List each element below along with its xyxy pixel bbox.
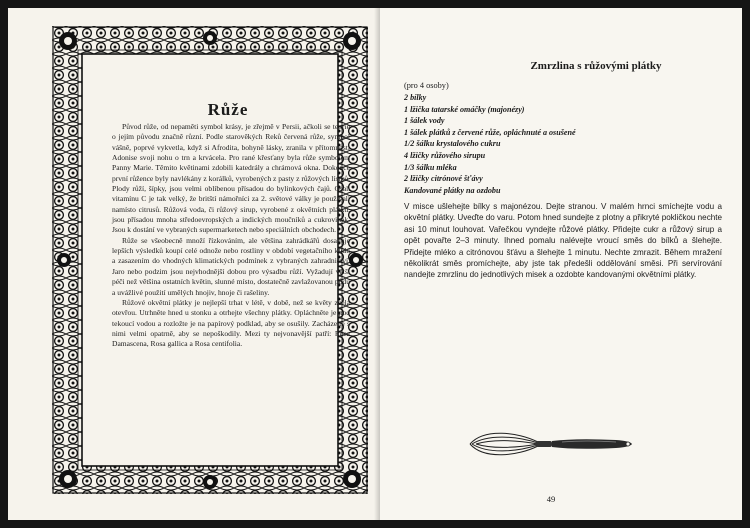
- ingredient: 1/3 šálku mléka: [404, 162, 457, 172]
- ingredient: 4 lžičky růžového sirupu: [404, 150, 486, 160]
- ingredient: Kandované plátky na ozdobu: [404, 185, 501, 195]
- ingredient-list: [404, 92, 576, 196]
- paragraph: Růžové okvětní plátky je nejlepší trhat v létě, v době, než se květy zcela otevřou. Utrhněte hned u stonku a otrhejte všechny plátky. Opláchněte je pod tekoucí vodou a rozložte je na papírový podklad, aby se osušily. Zacházejte s nimi velmi opatrně, aby se nepoškodily. Mezi ty nejvonavější patří: Rosa Damascena, Rosa gallica a Rosa centifolia.: [112, 297, 350, 349]
- ingredient: 2 bílky: [404, 93, 427, 102]
- ingredient: 1 šálek vody: [404, 116, 445, 126]
- recipe-instructions: V misce ušlehejte bílky s majonézou. Dejte stranou. V malém hrnci smíchejte vodu a okvětní plátky. Uveďte do varu. Potom hned sundejte z plotny a přikryté pokličkou nechte asi 10 minut louhovat. Vařečkou vyndejte růžové plátky. Přidejte cukr a růžový sirup a opět povařte 2–3 minuty. Ihned pomalu nalévejte vroucí směs do bílků a šlehejte. Přidejte mléko a citrónovou šťávu a šlehejte 1 minutu. Nechte zmrazit. Během mražení několikrát směs promíchejte, aby jste tak předešli oddělování směsi. Při servírování nandejte zmrzlinu do jednotlivých misek a ozdobte kandovanými okvětními plátky.: [404, 202, 722, 280]
- left-page: [8, 8, 380, 520]
- recipe-title: Zmrzlina s růžovými plátky: [530, 60, 662, 72]
- book-spread: [8, 8, 742, 520]
- ingredient: 2 lžičky citrónové šťávy: [404, 174, 483, 184]
- ingredient: 1 šálek plátků z červené růže, opláchnuté a osušené: [404, 127, 576, 137]
- whisk-illustration: [466, 426, 636, 462]
- ingredient: 1/2 šálku krystalového cukru: [404, 139, 501, 149]
- right-page: [380, 8, 742, 520]
- serving-size: (pro 4 osoby): [404, 81, 449, 90]
- paragraph: Růže se všeobecně množí řízkováním, ale většina zahrádkářů dosahuje lepších výsledků koupí celé odnože nebo rostliny v období vegetačního klidu a zasazením do vhodných klimatických podmínek z vybraných zahradnictví. Jaro nebo podzim jsou nejvhodnější dobou pro výsadbu růží. Vyžadují větší péči než většina ostatních květin, slunné místo, dostatečně zavlažovanou půdu a uvážlivé použití umělých hnojiv, hnoje či rašeliny.: [112, 235, 350, 297]
- page-number: 49: [546, 494, 556, 504]
- ingredient: 1 lžička tatarské omáčky (majonézy): [404, 104, 525, 114]
- left-page-text: [112, 122, 350, 350]
- paragraph: Původ růže, od nepaměti symbol krásy, je zřejmě v Persii, ačkoli se teorie o jejím původu značně různí. Podle starověkých Reků červená růže, symbol vášně, poprvé vykvetla, když si Afrodita, bohyně lásky, zranila v přítomnosti Adonise svoji nohu o trn a krvácela. Pro rané křesťany byla růže symbolem Panny Marie. Těmito květinami zdobili katedrály a chrámová okna. Dokonce první růžence byly navlékány z korálků, vyrobených z pasty z růžových lístků. Plody růží, šípky, jsou velmi oblíbenou přísadou do bylinkových čajů. Osah vitamínu C je tak velký, že britští námořníci za 2. světové války je používali namísto citrusů. Růžová voda, či růžový sirup, vyrobené z okvětních plátků, jsou přísadou mnoha středoevropských a indických moučníků a cukrovinek. Jsou k dostání ve vybraných supermarketech nebo speciálních obchodech.: [112, 122, 350, 235]
- chapter-title: Růže: [207, 100, 249, 119]
